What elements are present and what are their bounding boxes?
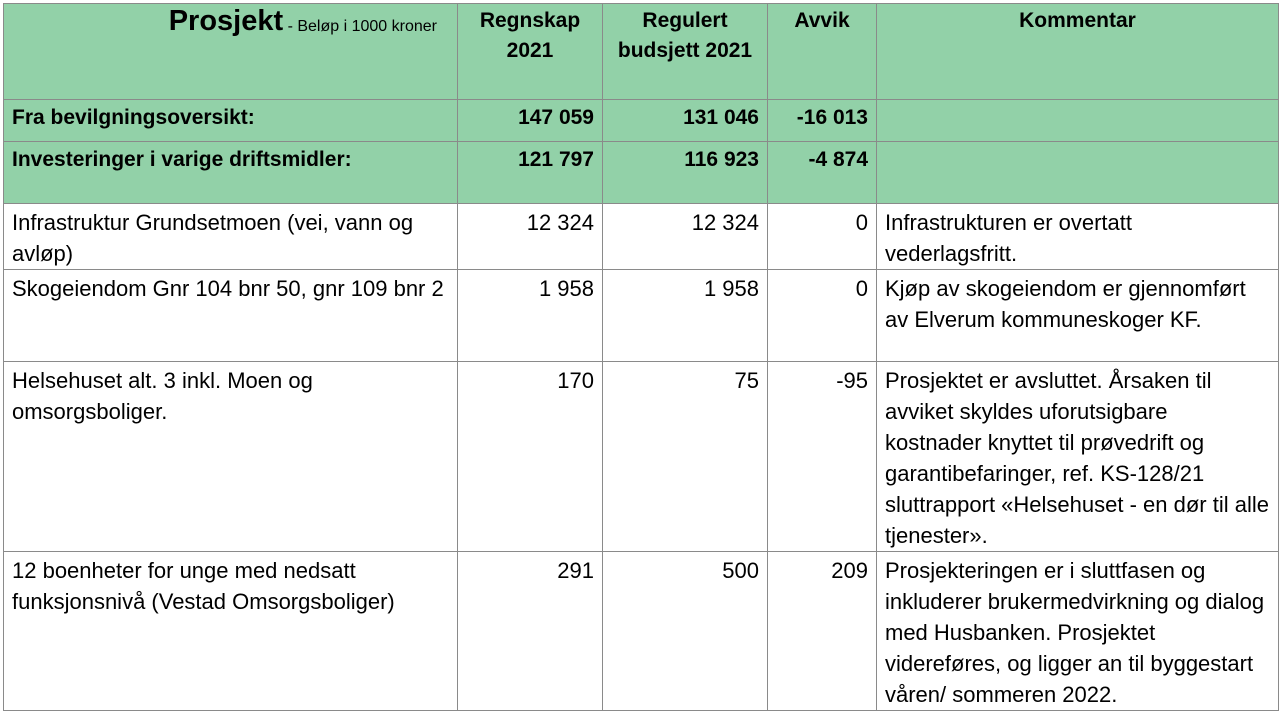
regulert-value: 75: [603, 362, 768, 552]
regnskap-value: 291: [458, 552, 603, 711]
comment-text: Prosjekteringen er i sluttfasen og inkluderer brukermedvirkning og dialog med Husbanken. Prosjektet videreføres, og ligger an til byggestart våren/ sommeren 2022.: [877, 552, 1279, 711]
regulert-value: 500: [603, 552, 768, 711]
table-row: [4, 270, 1279, 362]
table-row: [4, 204, 1279, 270]
avvik-value: 0: [768, 204, 877, 270]
comment-text: Prosjektet er avsluttet. Årsaken til avviket skyldes uforutsigbare kostnader knyttet til prøvedrift og garantibefaringer, ref. KS-128/21 sluttrapport «Helsehuset - en dør til alle tjenester».: [877, 362, 1279, 552]
summary-kommentar: [877, 142, 1279, 204]
header-project: [4, 4, 458, 100]
regulert-value: 12 324: [603, 204, 768, 270]
summary-regnskap: 121 797: [458, 142, 603, 204]
regulert-value: 1 958: [603, 270, 768, 362]
project-name: Helsehuset alt. 3 inkl. Moen og omsorgsboliger.: [4, 362, 458, 552]
avvik-value: 209: [768, 552, 877, 711]
summary-label: Fra bevilgningsoversikt:: [4, 100, 458, 142]
summary-row: [4, 142, 1279, 204]
summary-regulert: 131 046: [603, 100, 768, 142]
budget-table: [3, 3, 1279, 711]
header-avvik: Avvik: [768, 4, 877, 100]
table-row: [4, 552, 1279, 711]
summary-row: [4, 100, 1279, 142]
project-name: 12 boenheter for unge med nedsatt funksjonsnivå (Vestad Omsorgsboliger): [4, 552, 458, 711]
regnskap-value: 170: [458, 362, 603, 552]
summary-label: Investeringer i varige driftsmidler:: [4, 142, 458, 204]
summary-regulert: 116 923: [603, 142, 768, 204]
summary-avvik: -16 013: [768, 100, 877, 142]
table-header-row: [4, 4, 1279, 100]
summary-kommentar: [877, 100, 1279, 142]
table-row: [4, 362, 1279, 552]
project-title: Prosjekt: [168, 5, 284, 37]
project-name: Skogeiendom Gnr 104 bnr 50, gnr 109 bnr 2: [4, 270, 458, 362]
comment-text: Kjøp av skogeiendom er gjennomført av Elverum kommuneskoger KF.: [877, 270, 1279, 362]
summary-regnskap: 147 059: [458, 100, 603, 142]
avvik-value: -95: [768, 362, 877, 552]
regnskap-value: 1 958: [458, 270, 603, 362]
header-kommentar: Kommentar: [877, 4, 1279, 100]
regnskap-value: 12 324: [458, 204, 603, 270]
avvik-value: 0: [768, 270, 877, 362]
header-regulert-budsjett: Regulert budsjett 2021: [603, 4, 768, 100]
comment-text: Infrastrukturen er overtatt vederlagsfritt.: [877, 204, 1279, 270]
summary-avvik: -4 874: [768, 142, 877, 204]
project-unit-note: - Beløp i 1000 kroner: [283, 18, 437, 35]
project-name: Infrastruktur Grundsetmoen (vei, vann og avløp): [4, 204, 458, 270]
header-regnskap: Regnskap 2021: [458, 4, 603, 100]
